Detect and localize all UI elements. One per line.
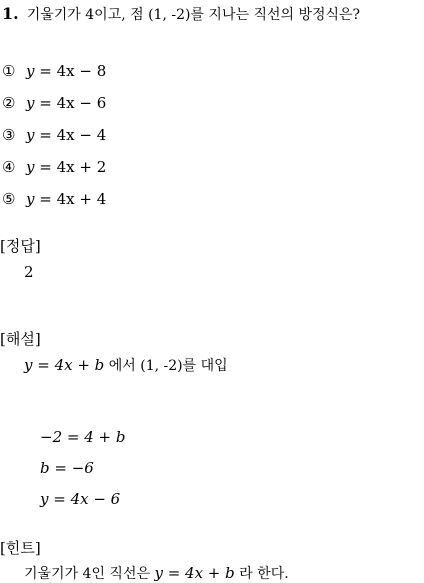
choice-mark: ⑤ [2,190,16,208]
solution-step-2: b = −6 [40,459,94,477]
answer-label: [정답] [0,237,41,255]
choice-3[interactable] [2,126,106,144]
choice-mark: ③ [2,126,16,144]
choice-4[interactable] [2,158,106,176]
question-text: 기울기가 4이고, 점 (1, -2)를 지나는 직선의 방정식은? [26,7,361,23]
hint-label: [힌트] [0,539,41,557]
choice-lhs: y [26,190,35,208]
choice-rhs: = 4x − 8 [39,62,107,80]
choice-rhs: = 4x − 4 [39,126,107,144]
solution-step-3: y = 4x − 6 [40,490,121,508]
hint-text-after: 라 한다. [234,566,289,582]
choice-mark: ② [2,94,16,112]
question-line [2,4,360,24]
explanation-intro [24,355,228,375]
answer-value: 2 [24,263,34,281]
choice-mark: ④ [2,158,16,176]
choice-mark: ① [2,62,16,80]
choice-rhs: = 4x − 6 [39,94,107,112]
explanation-intro-math: y = 4x + b [24,356,105,374]
explanation-intro-text: 에서 (1, -2)를 대입 [104,358,228,374]
choice-2[interactable] [2,94,106,112]
hint-text [24,563,289,583]
choice-lhs: y [26,62,35,80]
choice-5[interactable] [2,190,106,208]
hint-math: y = 4x + b [154,564,235,582]
question-number: 1. [2,4,19,23]
choice-rhs: = 4x + 4 [39,190,107,208]
choice-lhs: y [26,94,35,112]
choice-lhs: y [26,126,35,144]
choice-rhs: = 4x + 2 [39,158,107,176]
hint-text-before: 기울기가 4인 직선은 [24,566,155,582]
solution-step-1: −2 = 4 + b [40,428,126,446]
choice-1[interactable] [2,62,106,80]
explanation-label: [해설] [0,330,41,348]
choice-lhs: y [26,158,35,176]
